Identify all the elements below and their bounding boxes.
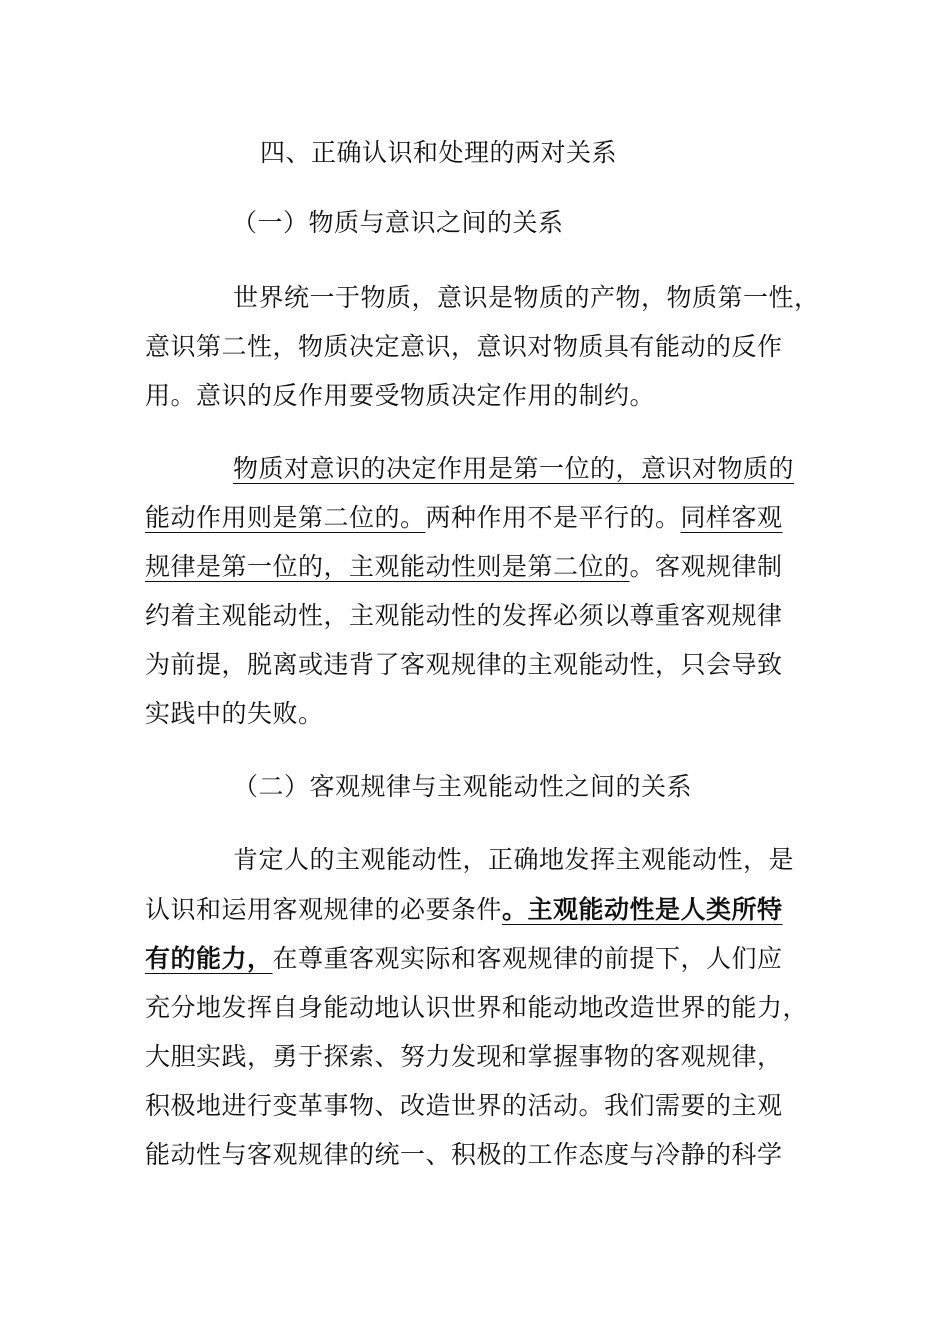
- underlined-text: 同样客观: [680, 503, 783, 532]
- plain-text: 在尊重客观实际和客观规律的前提下，人们应: [272, 944, 783, 973]
- underlined-text: 规律是第一位的，主观能动性则是第二位的: [145, 552, 630, 581]
- paragraph-line: [145, 893, 783, 927]
- plain-text: 认识和运用客观规律的必要条件: [145, 895, 503, 924]
- plain-text: 。客观规律制: [629, 552, 783, 581]
- paragraph-line: [145, 942, 783, 976]
- paragraph-line: 肯定人的主观能动性，正确地发挥主观能动性，是: [233, 845, 795, 874]
- section-heading-1: （一）物质与意识之间的关系: [232, 208, 564, 237]
- section-heading-2: （二）客观规律与主观能动性之间的关系: [233, 772, 693, 801]
- paragraph-line: 为前提，脱离或违背了客观规律的主观能动性，只会导致: [145, 650, 783, 679]
- main-heading: 四、正确认识和处理的两对关系: [260, 138, 618, 167]
- paragraph-line: 实践中的失败。: [145, 699, 324, 728]
- plain-text: 两种作用不是平行的。: [425, 503, 681, 532]
- paragraph-line: 约着主观能动性，主观能动性的发挥必须以尊重客观规律: [145, 601, 783, 630]
- paragraph-line: [233, 452, 794, 486]
- paragraph-line: 用。意识的反作用要受物质决定作用的制约。: [145, 381, 656, 410]
- paragraph-line: 大胆实践，勇于探索、努力发现和掌握事物的客观规律，: [145, 1042, 783, 1071]
- underlined-text: 物质对意识的决定作用是第一位的，意识对物质的: [233, 454, 795, 483]
- paragraph-line: 充分地发挥自身能动地认识世界和能动地改造世界的能力，: [145, 993, 809, 1022]
- bold-underlined-text: 。主观能动性是人类所特: [502, 895, 783, 924]
- paragraph-line: 世界统一于物质，意识是物质的产物，物质第一性，: [233, 283, 820, 312]
- paragraph-line: [145, 550, 783, 584]
- paragraph-line: 能动性与客观规律的统一、积极的工作态度与冷静的科学: [145, 1140, 783, 1169]
- bold-underlined-text: 有的能力，: [145, 944, 273, 973]
- paragraph-line: [145, 501, 783, 535]
- underlined-text: 能动作用则是第二位的。: [145, 503, 426, 532]
- paragraph-line: 意识第二性，物质决定意识，意识对物质具有能动的反作: [145, 332, 783, 361]
- paragraph-line: 积极地进行变革事物、改造世界的活动。我们需要的主观: [145, 1091, 783, 1120]
